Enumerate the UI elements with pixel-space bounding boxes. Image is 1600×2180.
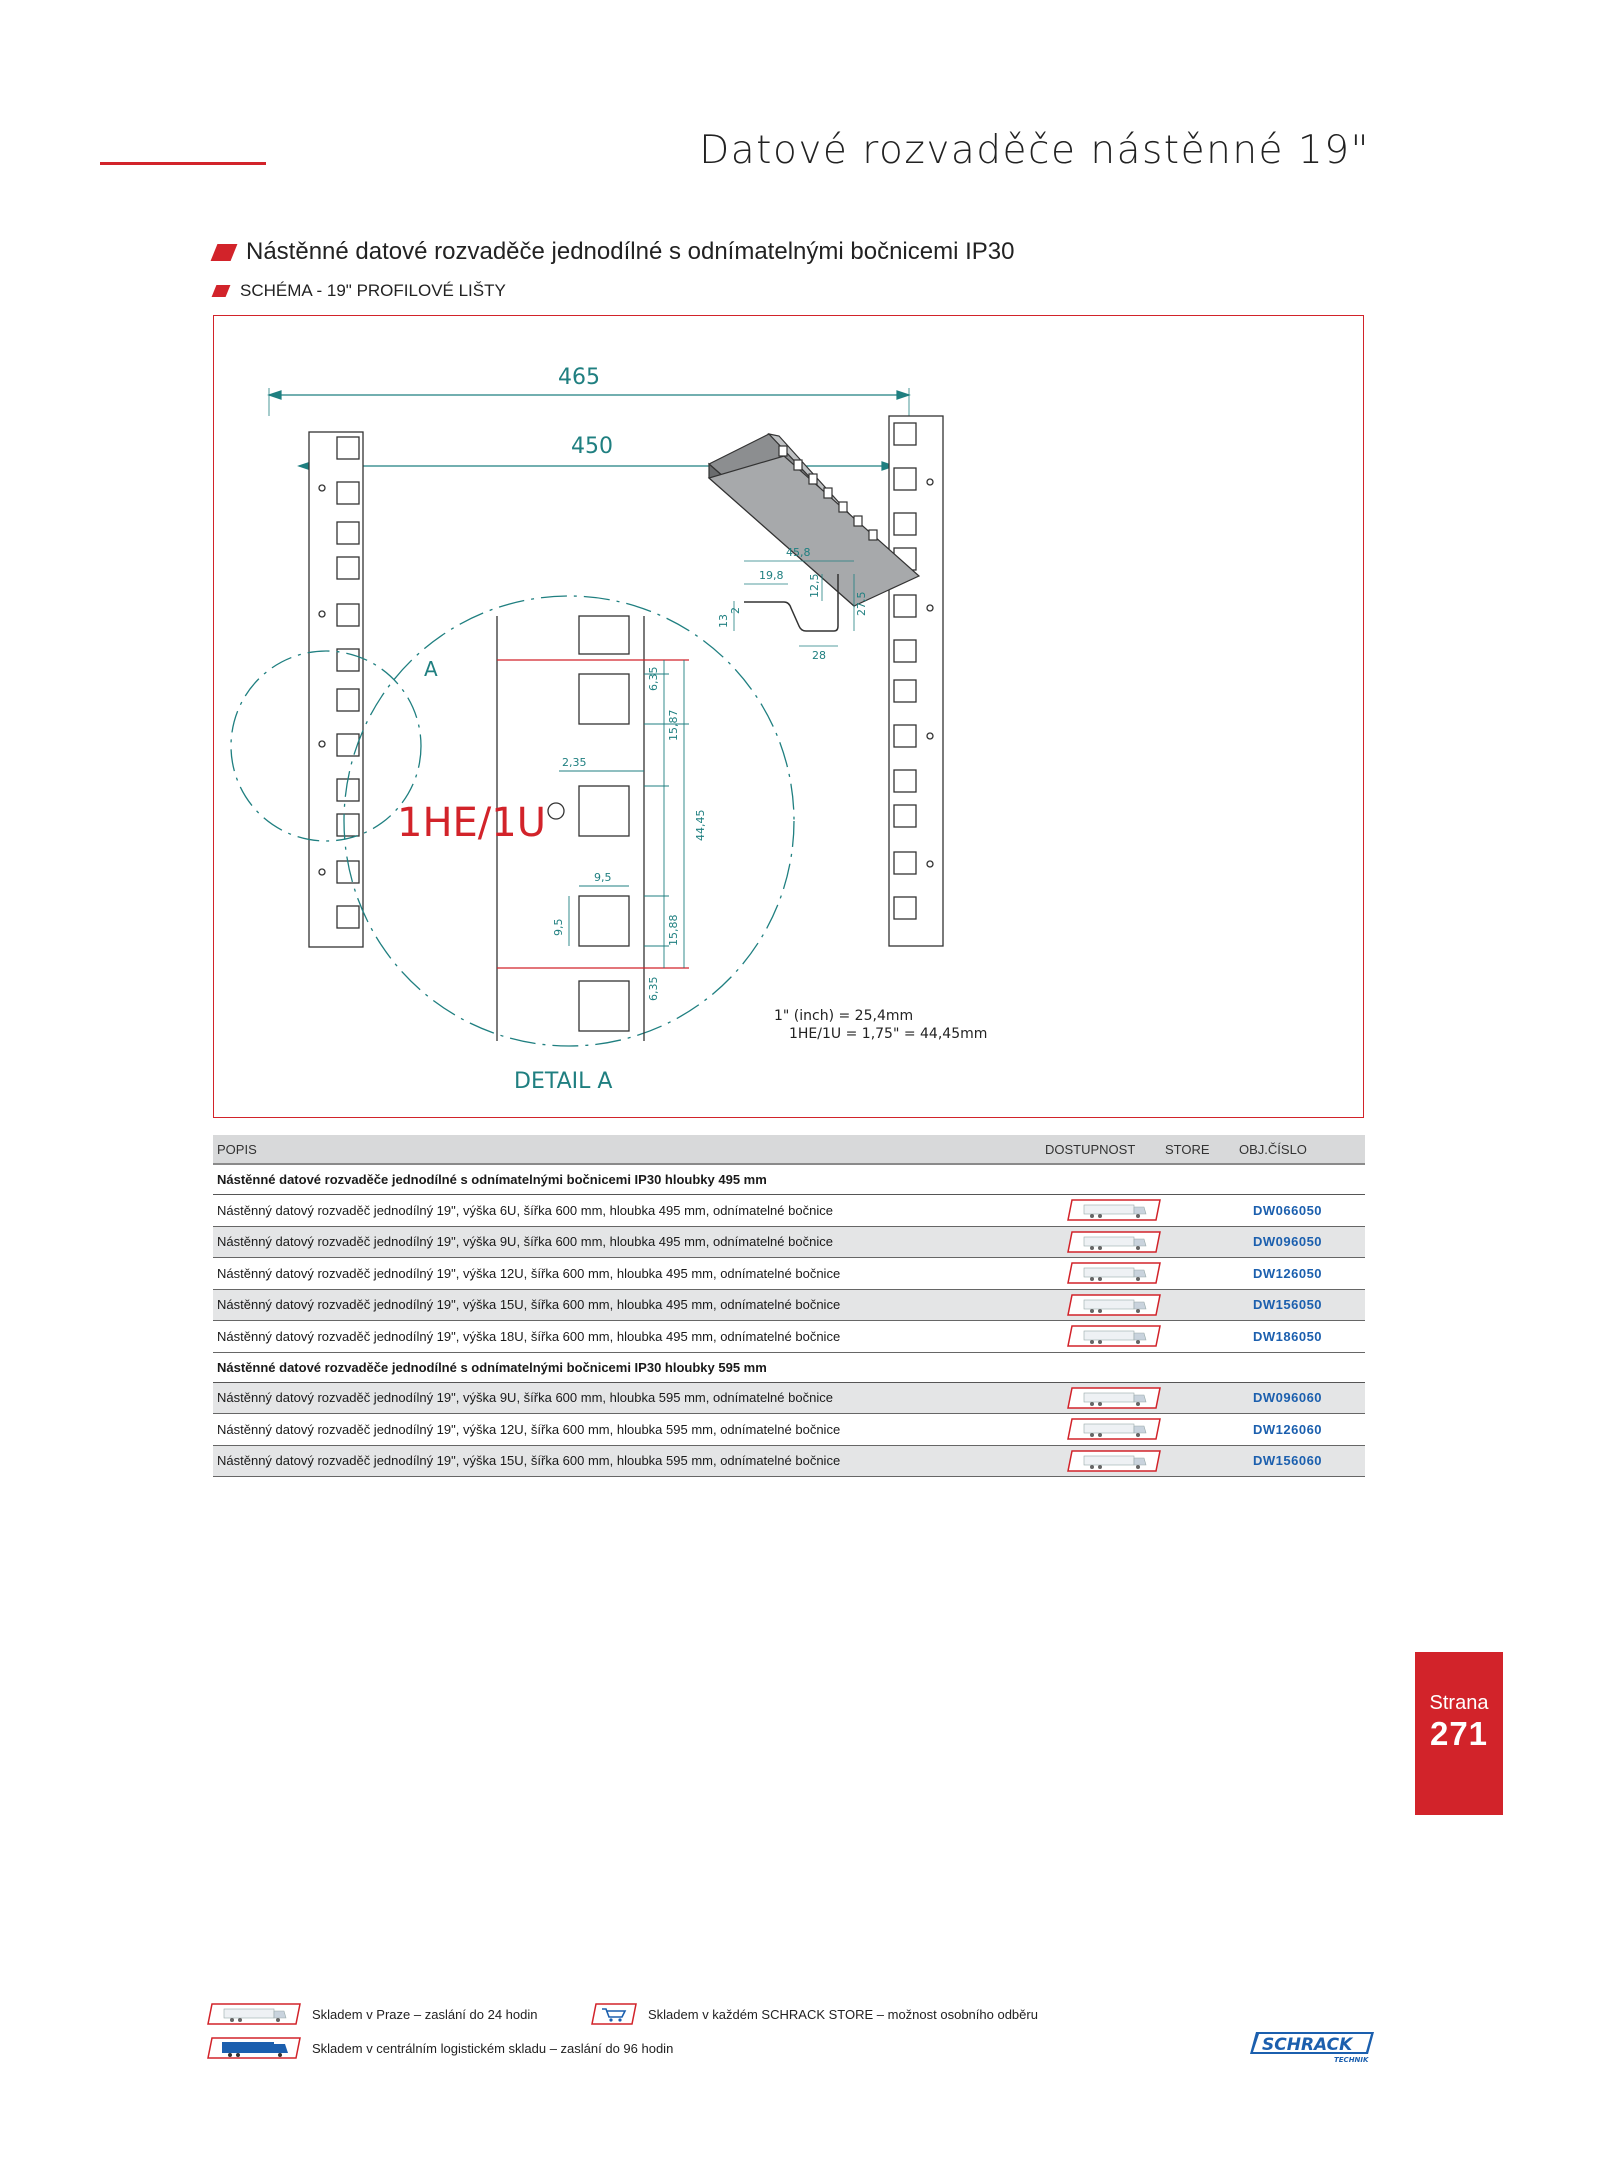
truck-prague-icon — [1066, 1293, 1162, 1317]
table-row — [213, 1290, 1365, 1322]
label-1he: 1HE/1U — [397, 800, 547, 846]
group-title: Nástěnné datové rozvaděče jednodílné s odnímatelnými bočnicemi IP30 hloubky 595 mm — [213, 1353, 1365, 1383]
table-row — [213, 1195, 1365, 1227]
note-inch: 1" (inch) = 25,4mm — [774, 1008, 914, 1024]
table-row — [213, 1227, 1365, 1259]
dim-198: 19,8 — [759, 569, 784, 582]
dim-465: 465 — [558, 365, 600, 390]
dim-235: 2,35 — [562, 756, 587, 769]
truck-prague-icon — [1066, 1386, 1162, 1410]
col-code: OBJ.ČÍSLO — [1239, 1141, 1307, 1157]
legend-central — [206, 2036, 673, 2060]
label-a: A — [424, 657, 438, 681]
schema-diagram — [213, 315, 1364, 1118]
dim-635-bot: 6,35 — [647, 976, 660, 1001]
truck-prague-icon — [1066, 1230, 1162, 1254]
legend-store-text: Skladem v každém SCHRACK STORE – možnost osobního odběru — [648, 2006, 1038, 2022]
truck-prague-icon — [1066, 1198, 1162, 1222]
header-rule — [100, 162, 266, 165]
truck-prague-icon — [1066, 1449, 1162, 1473]
legend-store — [590, 2002, 1038, 2026]
red-marker-icon — [212, 285, 231, 297]
dim-450: 450 — [571, 434, 613, 459]
row-desc: Nástěnný datový rozvaděč jednodílný 19", výška 15U, šířka 600 mm, hloubka 595 mm, odnímatelné bočnice — [217, 1453, 841, 1469]
order-code: DW096050 — [1253, 1234, 1323, 1250]
col-avail: DOSTUPNOST — [1045, 1141, 1136, 1157]
dim-275: 27,5 — [855, 591, 868, 616]
page-label: Strana — [1429, 1692, 1489, 1714]
row-desc: Nástěnný datový rozvaděč jednodílný 19", výška 15U, šířka 600 mm, hloubka 495 mm, odnímatelné bočnice — [217, 1297, 841, 1313]
row-desc: Nástěnný datový rozvaděč jednodílný 19", výška 6U, šířka 600 mm, hloubka 495 mm, odnímatelné bočnice — [217, 1202, 833, 1218]
red-marker-icon — [211, 244, 238, 261]
row-desc: Nástěnný datový rozvaděč jednodílný 19", výška 9U, šířka 600 mm, hloubka 595 mm, odnímatelné bočnice — [217, 1390, 833, 1406]
order-code: DW156060 — [1253, 1453, 1323, 1469]
page-title: Datové rozvaděče nástěnné 19" — [699, 128, 1370, 173]
row-desc: Nástěnný datový rozvaděč jednodílný 19", výška 12U, šířka 600 mm, hloubka 495 mm, odnímatelné bočnice — [217, 1265, 841, 1281]
legend-prague-text: Skladem v Praze – zaslání do 24 hodin — [312, 2006, 538, 2022]
order-code: DW186050 — [1253, 1328, 1323, 1344]
table-header — [213, 1135, 1365, 1165]
row-desc: Nástěnný datový rozvaděč jednodílný 19", výška 12U, šířka 600 mm, hloubka 595 mm, odnímatelné bočnice — [217, 1421, 841, 1437]
legend-central-text: Skladem v centrálním logistickém skladu – zaslání do 96 hodin — [312, 2040, 674, 2056]
shopping-cart-icon — [590, 2002, 638, 2026]
order-code: DW096060 — [1253, 1390, 1323, 1406]
dim-1588: 15,88 — [667, 914, 680, 946]
dim-2: 2 — [729, 607, 742, 614]
truck-prague-icon — [206, 2002, 302, 2026]
dim-28: 28 — [812, 649, 826, 662]
section-heading — [214, 238, 1014, 266]
legend-prague — [206, 2002, 537, 2026]
schema-heading-text: SCHÉMA - 19" PROFILOVÉ LIŠTY — [240, 281, 506, 300]
truck-prague-icon — [1066, 1324, 1162, 1348]
dim-13: 13 — [717, 614, 730, 628]
col-desc: POPIS — [217, 1141, 257, 1157]
truck-prague-icon — [1066, 1417, 1162, 1441]
table-row — [213, 1446, 1365, 1478]
page-number-badge — [1415, 1652, 1503, 1815]
svg-text:TECHNIK: TECHNIK — [1334, 2056, 1369, 2064]
table-row — [213, 1414, 1365, 1446]
dim-95-h: 9,5 — [594, 871, 612, 884]
row-desc: Nástěnný datový rozvaděč jednodílný 19", výška 9U, šířka 600 mm, hloubka 495 mm, odnímatelné bočnice — [217, 1234, 833, 1250]
table-row — [213, 1258, 1365, 1290]
dim-635-top: 6,35 — [647, 666, 660, 691]
schrack-logo — [1250, 2030, 1374, 2064]
dim-1587: 15,87 — [667, 709, 680, 741]
left-rail — [309, 432, 363, 947]
table-row — [213, 1321, 1365, 1353]
table-row — [213, 1383, 1365, 1415]
note-he: 1HE/1U = 1,75" = 44,45mm — [789, 1026, 988, 1042]
dim-458: 45,8 — [786, 546, 811, 559]
truck-prague-icon — [1066, 1261, 1162, 1285]
col-store: STORE — [1165, 1141, 1210, 1157]
detail-a-label: DETAIL A — [514, 1069, 613, 1094]
dim-4445: 44,45 — [694, 809, 707, 841]
schema-heading — [214, 281, 506, 301]
right-rail — [889, 416, 943, 946]
row-desc: Nástěnný datový rozvaděč jednodílný 19", výška 18U, šířka 600 mm, hloubka 495 mm, odnímatelné bočnice — [217, 1328, 841, 1344]
section-heading-text: Nástěnné datové rozvaděče jednodílné s odnímatelnými bočnicemi IP30 — [246, 238, 1015, 265]
order-code: DW126050 — [1253, 1265, 1323, 1281]
dim-95-v: 9,5 — [552, 918, 565, 936]
order-code: DW126060 — [1253, 1421, 1323, 1437]
order-code: DW066050 — [1253, 1202, 1323, 1218]
svg-text:SCHRACK: SCHRACK — [1262, 2035, 1353, 2055]
page-number: 271 — [1429, 1715, 1489, 1752]
schema-drawing — [214, 316, 1362, 1116]
product-table — [213, 1135, 1365, 1477]
order-code: DW156050 — [1253, 1297, 1323, 1313]
group-title: Nástěnné datové rozvaděče jednodílné s odnímatelnými bočnicemi IP30 hloubky 495 mm — [213, 1165, 1365, 1195]
truck-central-icon — [206, 2036, 302, 2060]
dim-125: 12,5 — [808, 573, 821, 598]
